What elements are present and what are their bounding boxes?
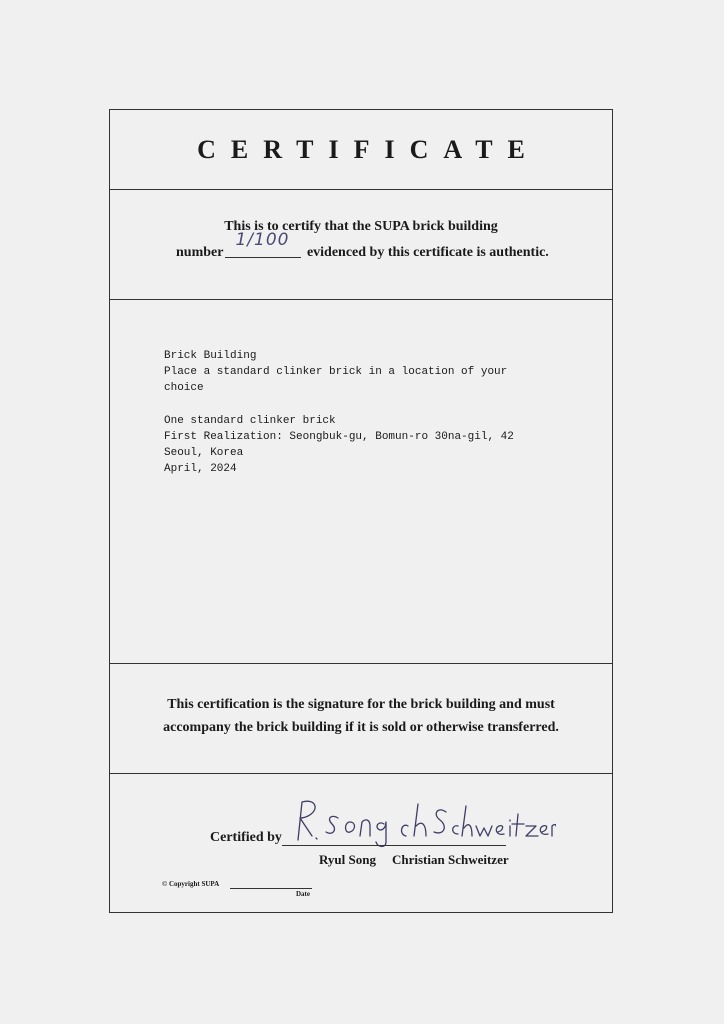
certificate [109, 109, 613, 913]
intro-line-2 [176, 230, 549, 261]
signature-line [282, 845, 506, 846]
notice-line-1: This certification is the signature for the brick building and must [167, 697, 555, 712]
transfer-notice [110, 693, 612, 739]
certified-by-label: Certified by [210, 830, 282, 845]
description-section [110, 300, 612, 664]
notice-section [110, 664, 612, 774]
copyright-notice: © Copyright SUPA [162, 880, 220, 888]
signer-1-name: Ryul Song [319, 852, 376, 867]
date-label: Date [296, 890, 310, 898]
notice-line-2: accompany the brick building if it is sold or otherwise transferred. [163, 720, 559, 735]
work-description: Brick Building Place a standard clinker brick in a location of your choice One standard clinker brick First Realization: Seongbuk-gu, Bomun-ro 30na-gil, 42 Seoul, Korea April, 2024 [164, 350, 514, 476]
number-suffix: evidenced by this certificate is authentic. [306, 245, 549, 260]
edition-number: 1/100 [235, 230, 290, 250]
signature-section [110, 774, 612, 912]
signer-2-name: Christian Schweitzer [392, 852, 509, 867]
title-section [110, 110, 612, 190]
handwritten-signature [286, 796, 556, 848]
number-prefix: number [176, 245, 224, 260]
edition-number-blank [225, 230, 301, 258]
intro-line-1: This is to certify that the SUPA brick building [224, 219, 498, 234]
intro-section [110, 190, 612, 300]
date-line [230, 888, 312, 889]
certificate-title: CERTIFICATE [197, 135, 540, 164]
